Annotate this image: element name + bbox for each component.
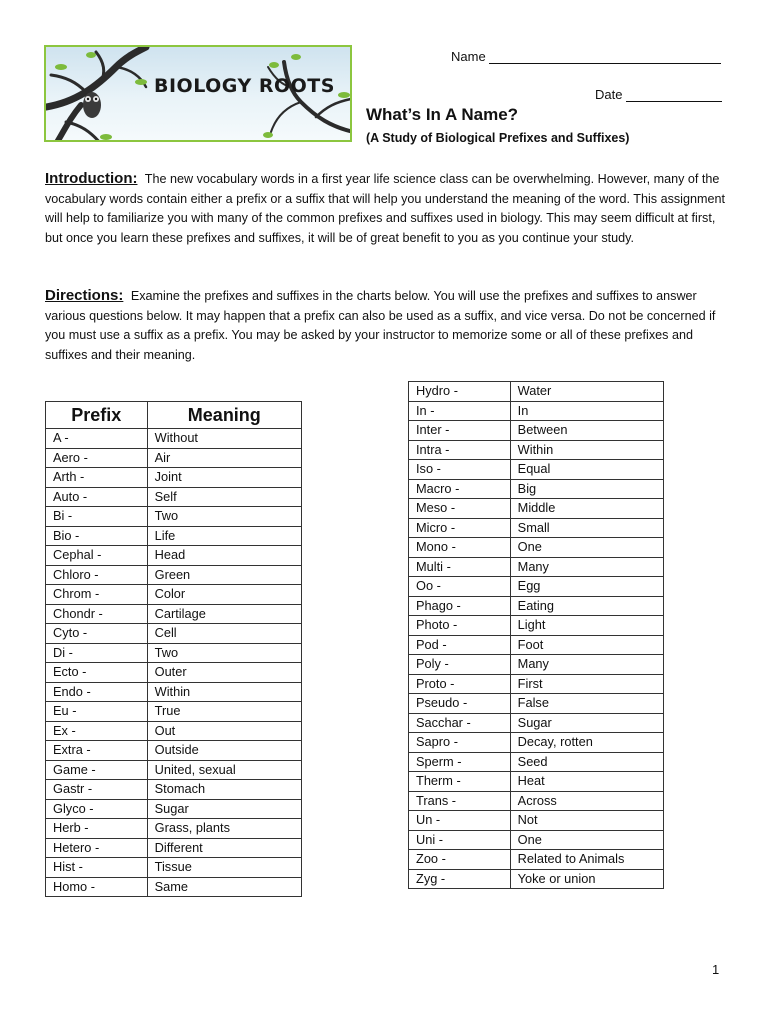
prefix-cell: Hydro - — [409, 382, 511, 402]
table-row — [46, 799, 302, 819]
prefix-cell: Cyto - — [46, 624, 148, 644]
logo-text: BIOLOGY ROOTS — [154, 75, 335, 97]
prefix-cell: Bio - — [46, 526, 148, 546]
table-row — [409, 401, 664, 421]
prefix-cell: Auto - — [46, 487, 148, 507]
table-row — [409, 382, 664, 402]
prefix-cell: Aero - — [46, 448, 148, 468]
table-row — [409, 499, 664, 519]
meaning-cell: Water — [510, 382, 663, 402]
prefix-cell: Meso - — [409, 499, 511, 519]
prefix-cell: Arth - — [46, 468, 148, 488]
date-line[interactable] — [626, 87, 722, 102]
table-row — [46, 565, 302, 585]
meaning-cell: Joint — [147, 468, 301, 488]
meaning-cell: One — [510, 538, 663, 558]
meaning-cell: Middle — [510, 499, 663, 519]
prefix-cell: Eu - — [46, 702, 148, 722]
prefix-cell: Hist - — [46, 858, 148, 878]
meaning-cell: Two — [147, 643, 301, 663]
meaning-cell: Within — [510, 440, 663, 460]
meaning-cell: Cartilage — [147, 604, 301, 624]
table-row — [409, 694, 664, 714]
prefix-cell: Zyg - — [409, 869, 511, 889]
prefix-cell: Chondr - — [46, 604, 148, 624]
meaning-cell: Self — [147, 487, 301, 507]
table-row — [409, 421, 664, 441]
meaning-cell: Life — [147, 526, 301, 546]
table-row — [409, 596, 664, 616]
table-row — [409, 577, 664, 597]
prefix-cell: In - — [409, 401, 511, 421]
table-row — [46, 780, 302, 800]
table-row — [46, 877, 302, 897]
page-subtitle: (A Study of Biological Prefixes and Suffixes) — [366, 131, 630, 145]
table-row — [409, 752, 664, 772]
meaning-cell: Sugar — [147, 799, 301, 819]
prefix-cell: Trans - — [409, 791, 511, 811]
meaning-cell: Different — [147, 838, 301, 858]
table-row — [409, 460, 664, 480]
prefix-table-left — [45, 401, 302, 897]
table-row — [46, 643, 302, 663]
prefix-cell: Proto - — [409, 674, 511, 694]
table-row — [46, 546, 302, 566]
table-row — [46, 741, 302, 761]
meaning-cell: Seed — [510, 752, 663, 772]
prefix-cell: Hetero - — [46, 838, 148, 858]
prefix-cell: Extra - — [46, 741, 148, 761]
meaning-cell: Tissue — [147, 858, 301, 878]
table-row — [46, 858, 302, 878]
prefix-cell: Iso - — [409, 460, 511, 480]
meaning-cell: Outside — [147, 741, 301, 761]
table-row — [409, 440, 664, 460]
table-row — [409, 791, 664, 811]
prefix-cell: Zoo - — [409, 850, 511, 870]
prefix-cell: Cephal - — [46, 546, 148, 566]
meaning-cell: Color — [147, 585, 301, 605]
prefix-cell: Sapro - — [409, 733, 511, 753]
prefix-cell: Mono - — [409, 538, 511, 558]
table-row — [46, 585, 302, 605]
meaning-cell: Cell — [147, 624, 301, 644]
prefix-cell: Endo - — [46, 682, 148, 702]
meaning-cell: United, sexual — [147, 760, 301, 780]
table-row — [46, 487, 302, 507]
table-row — [409, 713, 664, 733]
meaning-cell: Air — [147, 448, 301, 468]
prefix-cell: Un - — [409, 811, 511, 831]
meaning-cell: Light — [510, 616, 663, 636]
prefix-cell: Ecto - — [46, 663, 148, 683]
prefix-cell: Poly - — [409, 655, 511, 675]
table-row — [46, 760, 302, 780]
meaning-cell: Stomach — [147, 780, 301, 800]
table-row — [46, 819, 302, 839]
meaning-cell: Out — [147, 721, 301, 741]
table-row — [46, 663, 302, 683]
table-row — [409, 869, 664, 889]
prefix-cell: Oo - — [409, 577, 511, 597]
table-row — [409, 811, 664, 831]
prefix-cell: Bi - — [46, 507, 148, 527]
table-row — [409, 830, 664, 850]
table-row — [46, 468, 302, 488]
table-row — [409, 635, 664, 655]
meaning-cell: Eating — [510, 596, 663, 616]
meaning-cell: Big — [510, 479, 663, 499]
table-row — [409, 655, 664, 675]
date-label: Date — [595, 87, 623, 102]
table-row — [46, 721, 302, 741]
table-row — [46, 624, 302, 644]
table-row — [409, 616, 664, 636]
name-label: Name — [451, 49, 486, 64]
prefix-cell: Chrom - — [46, 585, 148, 605]
prefix-cell: Gastr - — [46, 780, 148, 800]
prefix-cell: Pod - — [409, 635, 511, 655]
prefix-column-header: Prefix — [46, 402, 148, 429]
prefix-cell: Di - — [46, 643, 148, 663]
meaning-cell: Heat — [510, 772, 663, 792]
meaning-cell: Egg — [510, 577, 663, 597]
table-row — [409, 733, 664, 753]
meaning-cell: Within — [147, 682, 301, 702]
table-row — [409, 538, 664, 558]
prefix-cell: Chloro - — [46, 565, 148, 585]
meaning-cell: Green — [147, 565, 301, 585]
prefix-cell: Multi - — [409, 557, 511, 577]
table-row — [409, 518, 664, 538]
prefix-cell: Sperm - — [409, 752, 511, 772]
meaning-cell: True — [147, 702, 301, 722]
prefix-cell: Herb - — [46, 819, 148, 839]
meaning-cell: Head — [147, 546, 301, 566]
prefix-cell: Therm - — [409, 772, 511, 792]
table-row — [409, 557, 664, 577]
prefix-cell: Sacchar - — [409, 713, 511, 733]
meaning-cell: Equal — [510, 460, 663, 480]
prefix-cell: Pseudo - — [409, 694, 511, 714]
table-row — [46, 604, 302, 624]
directions-text: Examine the prefixes and suffixes in the charts below. You will use the prefixes and suffixes to answer various questions below. It may happen that a prefix can also be used as a suffix, and vice versa. Do not be concerned if you must use a suffix as a prefix. You may be asked by your instructor to memorize some or all of these prefixes and suffixes and their meaning. — [45, 289, 716, 362]
table-row — [409, 674, 664, 694]
introduction-section — [45, 169, 725, 248]
introduction-text: The new vocabulary words in a first year life science class can be overwhelming. However, many of the vocabulary words contain either a prefix or a suffix that will help you understand the meaning of the word. This assignment will help to familiarize you with many of the common prefixes and suffixes used in biology. This may seem difficult at first, but once you learn these prefixes and suffixes, it will be of great benefit to you as you continue your study. — [45, 172, 725, 245]
prefix-cell: Homo - — [46, 877, 148, 897]
prefix-cell: Photo - — [409, 616, 511, 636]
meaning-cell: Related to Animals — [510, 850, 663, 870]
prefix-cell: A - — [46, 429, 148, 449]
meaning-cell: First — [510, 674, 663, 694]
prefix-table-right — [408, 381, 664, 889]
prefix-cell: Micro - — [409, 518, 511, 538]
meaning-cell: Foot — [510, 635, 663, 655]
meaning-cell: False — [510, 694, 663, 714]
meaning-cell: Many — [510, 557, 663, 577]
meaning-cell: Yoke or union — [510, 869, 663, 889]
meaning-cell: One — [510, 830, 663, 850]
meaning-cell: Across — [510, 791, 663, 811]
table-row — [46, 448, 302, 468]
table-row — [46, 507, 302, 527]
meaning-cell: Same — [147, 877, 301, 897]
meaning-cell: In — [510, 401, 663, 421]
prefix-cell: Phago - — [409, 596, 511, 616]
prefix-cell: Intra - — [409, 440, 511, 460]
table-row — [46, 429, 302, 449]
name-line[interactable] — [489, 49, 721, 64]
prefix-cell: Ex - — [46, 721, 148, 741]
table-row — [409, 850, 664, 870]
table-row — [46, 702, 302, 722]
meaning-cell: Small — [510, 518, 663, 538]
meaning-cell: Without — [147, 429, 301, 449]
meaning-cell: Grass, plants — [147, 819, 301, 839]
prefix-cell: Uni - — [409, 830, 511, 850]
introduction-heading: Introduction: — [45, 170, 138, 187]
meaning-cell: Sugar — [510, 713, 663, 733]
prefix-cell: Glyco - — [46, 799, 148, 819]
prefix-cell: Game - — [46, 760, 148, 780]
table-row — [409, 479, 664, 499]
directions-section — [45, 286, 725, 365]
meaning-cell: Two — [147, 507, 301, 527]
meaning-cell: Outer — [147, 663, 301, 683]
table-row — [46, 838, 302, 858]
meaning-cell: Decay, rotten — [510, 733, 663, 753]
prefix-cell: Macro - — [409, 479, 511, 499]
page-number: 1 — [712, 962, 720, 977]
directions-heading: Directions: — [45, 287, 124, 304]
prefix-cell: Inter - — [409, 421, 511, 441]
meaning-cell: Not — [510, 811, 663, 831]
meaning-column-header: Meaning — [147, 402, 301, 429]
table-row — [46, 682, 302, 702]
date-field[interactable] — [595, 87, 722, 102]
table-row — [409, 772, 664, 792]
owl-icon — [83, 92, 101, 118]
meaning-cell: Many — [510, 655, 663, 675]
table-row — [46, 526, 302, 546]
name-field[interactable] — [451, 49, 721, 64]
page-title: What’s In A Name? — [366, 105, 519, 124]
biology-roots-logo — [44, 45, 352, 142]
meaning-cell: Between — [510, 421, 663, 441]
